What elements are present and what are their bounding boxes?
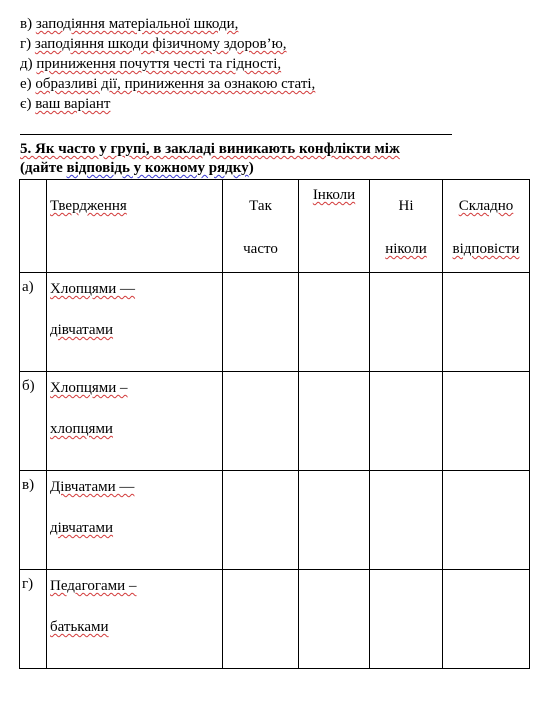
answer-cell-sometimes[interactable] — [299, 471, 370, 570]
option-prefix: в) — [20, 16, 36, 32]
option-e — [20, 74, 315, 94]
answer-cell-sometimes[interactable] — [299, 372, 370, 471]
header-sometimes-label: Інколи — [312, 187, 356, 203]
row-statement — [47, 273, 223, 372]
header-empty-cell — [20, 180, 47, 273]
answer-cell-never[interactable] — [370, 570, 443, 669]
row-statement-line-2: батьками — [50, 619, 109, 635]
row-statement — [47, 372, 223, 471]
row-letter: г) — [20, 570, 47, 669]
question-line-2-start: (дайте — [20, 160, 67, 176]
row-letter: в) — [20, 471, 47, 570]
answer-cell-hard[interactable] — [443, 372, 530, 471]
header-never-line-1: Ні — [398, 198, 414, 214]
answer-cell-often[interactable] — [223, 372, 299, 471]
option-text: образливі дії, приниження за ознакою статі, — [35, 76, 316, 92]
header-never — [370, 180, 443, 273]
row-statement — [47, 471, 223, 570]
option-text: заподіяння шкоди фізичному здоров’ю, — [34, 36, 287, 52]
header-sometimes — [299, 180, 370, 273]
header-hard-line-2: відповісти — [452, 241, 520, 257]
answer-cell-often[interactable] — [223, 273, 299, 372]
header-statement — [47, 180, 223, 273]
answer-line — [20, 134, 452, 135]
option-g — [20, 34, 315, 54]
header-often — [223, 180, 299, 273]
row-statement-line-1: Хлопцями — — [50, 281, 136, 297]
header-often-line-2: часто — [243, 241, 278, 257]
question-heading — [20, 140, 530, 178]
option-prefix: г) — [20, 36, 35, 52]
answer-cell-often[interactable] — [223, 471, 299, 570]
header-never-line-2: ніколи — [385, 241, 427, 257]
row-statement — [47, 570, 223, 669]
table-row — [20, 372, 530, 471]
row-letter: а) — [20, 273, 47, 372]
answer-cell-sometimes[interactable] — [299, 273, 370, 372]
header-often-line-1: Так — [249, 198, 272, 214]
row-statement-line-1: Хлопцями – — [50, 380, 128, 396]
question-line-1: 5. Як часто у групі, в закладі виникають конфлікти між — [20, 141, 400, 157]
row-letter: б) — [20, 372, 47, 471]
option-v — [20, 14, 315, 34]
answer-options — [20, 14, 315, 114]
row-statement-line-1: Педагогами – — [50, 578, 137, 594]
answer-cell-never[interactable] — [370, 471, 443, 570]
answer-cell-sometimes[interactable] — [299, 570, 370, 669]
row-statement-line-1: Дівчатами — — [50, 479, 135, 495]
question-line-2-middle: відповідь у кожному рядку — [66, 160, 249, 176]
answer-cell-often[interactable] — [223, 570, 299, 669]
option-ye — [20, 94, 315, 114]
table-header-row — [20, 180, 530, 273]
table-row — [20, 273, 530, 372]
question-line-2-end: ) — [248, 160, 254, 176]
row-statement-line-2: хлопцями — [50, 421, 113, 437]
answer-cell-hard[interactable] — [443, 273, 530, 372]
option-text: приниження почуття честі та гідності, — [36, 56, 282, 72]
row-statement-line-2: дівчатами — [50, 322, 114, 338]
answer-cell-hard[interactable] — [443, 471, 530, 570]
option-prefix: е) — [20, 76, 36, 92]
option-text: ваш варіант — [35, 96, 111, 112]
option-d — [20, 54, 315, 74]
option-prefix: є) — [20, 96, 36, 112]
answer-cell-never[interactable] — [370, 372, 443, 471]
answer-cell-hard[interactable] — [443, 570, 530, 669]
table-row — [20, 471, 530, 570]
option-prefix: д) — [20, 56, 37, 72]
row-statement-line-2: дівчатами — [50, 520, 114, 536]
table-row — [20, 570, 530, 669]
survey-table — [19, 179, 530, 669]
header-hard — [443, 180, 530, 273]
option-text: заподіяння матеріальної шкоди, — [35, 16, 239, 32]
answer-cell-never[interactable] — [370, 273, 443, 372]
header-statement-label: Твердження — [50, 198, 127, 214]
header-hard-line-1: Складно — [458, 198, 514, 214]
